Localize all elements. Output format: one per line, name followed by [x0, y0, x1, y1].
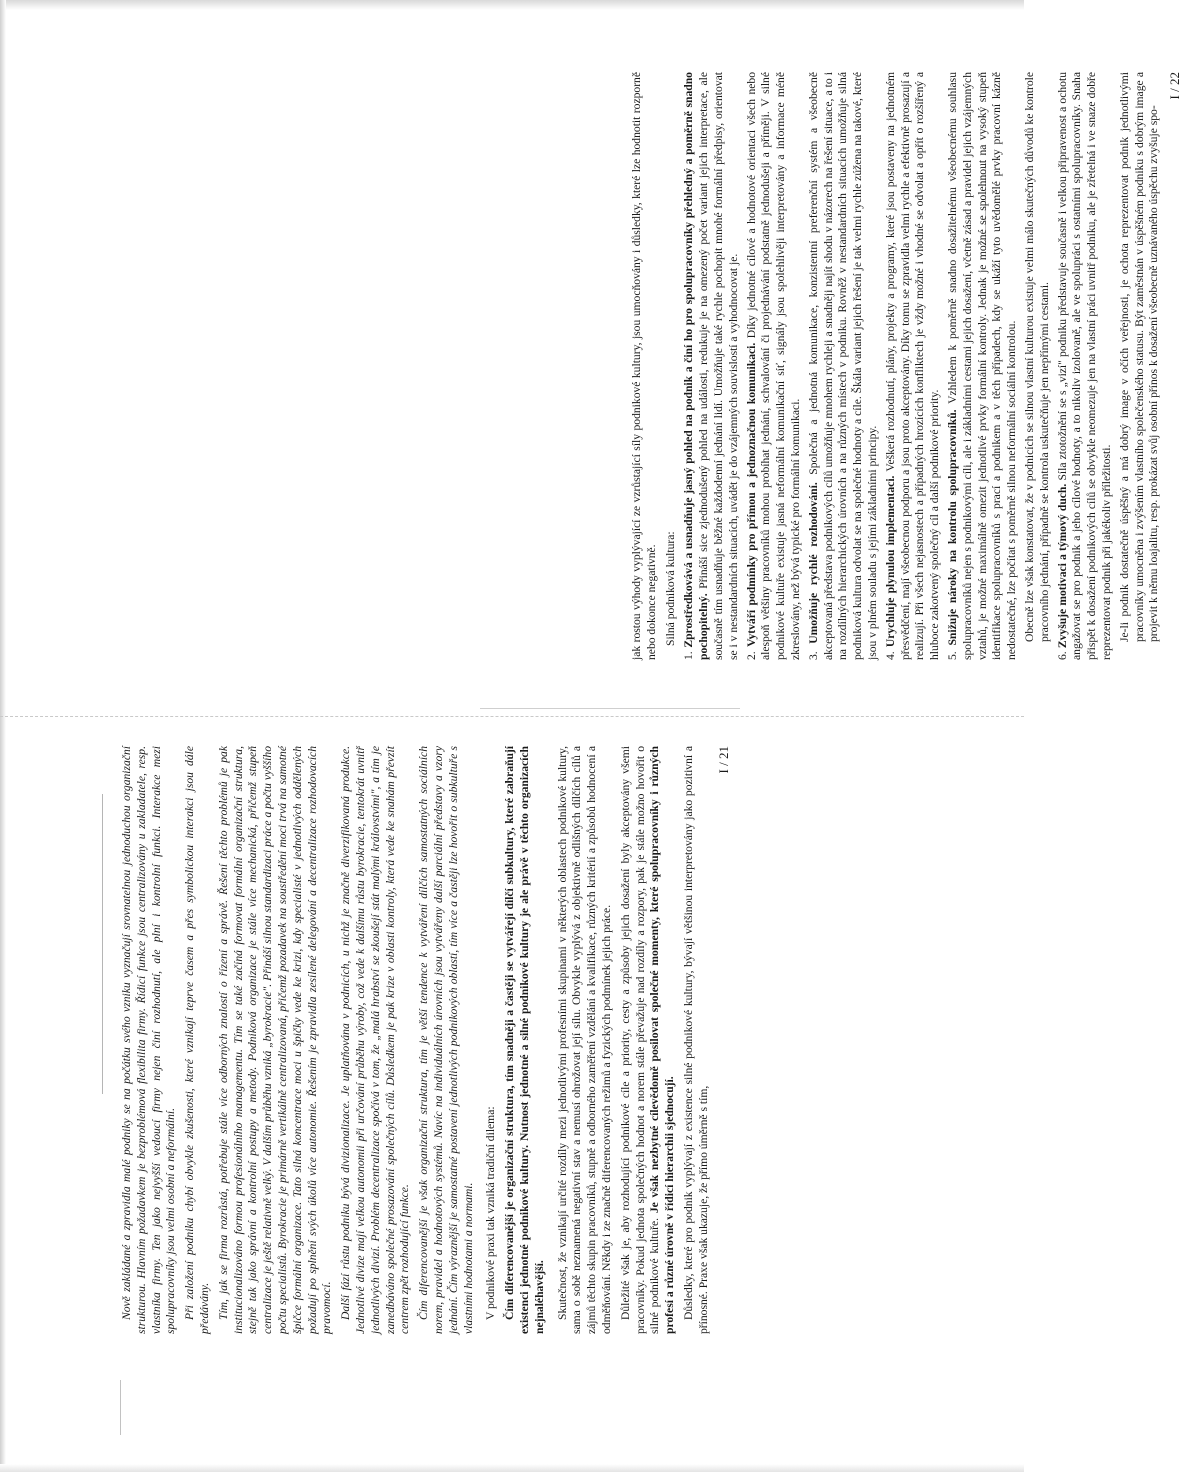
item-text: Síla ztotožnění se s „vizí" podniku představuje současně i velkou připravenost a ochotu angažovat se pro podnik a jeho cílové hodnoty, a to nikoliv izolovaně, ale ve spolupráci s ostatními spolupracovníky. Snaha přispět k dosažení podnikových cílů se obvykle neomezuje jen na vlastní práci uvnitř podniku, ale je zřetelná i ve snaze dobře reprezentovat podnik při jakékoliv příležitosti. [1055, 72, 1113, 660]
item-lead: Zprostředkovává a usnadňuje jasný pohled na podnik a činí ho pro spolupracovníky přehledný a poměrně snadno pochopitelný. [682, 72, 711, 660]
item-number: 6. [1055, 651, 1069, 660]
item-lead: Urychluje plynulou implementaci. [883, 475, 897, 648]
item-number: 2. [744, 651, 758, 660]
item-lead: Umožňuje rychlé rozhodování. [806, 482, 820, 644]
list-item [884, 72, 943, 660]
item-text: Vzhledem k poměrně snadno dosažitelnému všeobecnému souhlasu spolupracovníků nejen s podnikovými cíli, ale i základními cestami jejich dosažení, včetně zásad a pravidel jejich vzájemných vztahů, je možné maximálně omezit jednotlivé prvky formální kontroly. Jednak je možné se spolehnout na vysoký stupeň identifikace spolupracovníků s prací a podnikem a v těch případech, kdy se ukáží tyto uvědomělé prvky pracovní kázně nedostatečné, lze počítat s poměrně silnou neformální sociální kontrolou. [945, 72, 1019, 660]
body-bold-text: Je však nezbytné cílevědomě posilovat společné momenty, které spolupracovníky i různých profesí a různé úrovně v řídicí hierarchii sjednocují. [648, 746, 677, 1334]
item-number: 3. [806, 651, 820, 660]
dilemma-statement [503, 746, 547, 1334]
item-number: 1. [682, 651, 696, 660]
list-item [946, 72, 1020, 660]
item-text: Díky jednotné cílové a hodnotové orientaci všech nebo alespoň většiny pracovníků mohou probíhat jednání, schvalování či projednávání podstatně jednodušeji a příměji. V silné podnikové kultuře existuje jasná neformální komunikační síť, signály jsou spolehlivěji interpretovány a informace méně zkreslovány, než bývá typické pro formální komunikaci. [744, 72, 802, 660]
italic-paragraph: Další fází růstu podniku bývá divizionalizace. Je uplatňována v podnicích, u nichž je značně diverzifikovaná produkce. Jednotlivé divize mají velkou autonomii při určování průběhu výroby, což vede k dalšímu růstu byrokracie, tentokrát uvnitř jednotlivých divizí. Problém decentralizace spočívá v tom, že „malá hrabství se zkoušejí stát malými královstvími", a tím je zanedbáváno společné prosazování společných cílů. Důsledkem je pak krize v oblasti kontroly, která vede ke snahám převzít centrem zpět rozhodující funkce. [339, 746, 412, 1334]
list-item [1023, 72, 1053, 660]
list-item [745, 72, 804, 660]
item-text: Obecně lze však konstatovat, že v podnicích se silnou vlastní kulturou existuje velmi málo skutečných důvodů ke kontrole pracovního jednání, případně se kontrola uskutečňuje jen nepřímými cestami. [1022, 72, 1051, 642]
item-text: Veškerá rozhodnutí, plány, projekty a programy, které jsou postaveny na jednotném přesvědčení, mají všeobecnou podporu a jsou proto akceptovány. Díky tomu se zpravidla velmi rychle a efektivně prosazují a realizují. Při všech nejasnostech a případných hrozících konfliktech je vždy možné i vhodné se odvolat a opřít o rozšířený a hluboce zakotvený společný cíl a další podnikové priority. [883, 71, 942, 660]
italic-paragraph: Při založení podniku chybí obvykle zkušenosti, které vznikají teprve časem a přes symbolickou interakci jsou dále předávány. [183, 746, 211, 1334]
item-number: 5. [945, 651, 959, 660]
body-text: Důležité však je, aby rozhodující podnikové cíle a priority, cesty a způsoby jejich dosažení byly akceptovány všemi pracovníky. Pokud jednota společných hodnot a norem stále převažuje nad rozdíly a rozpory, pak je stále možno hovořit o silné podnikové kultuře. [618, 746, 662, 1334]
margin-pen-stroke [120, 1380, 121, 1435]
page-number: I / 21 [716, 746, 732, 774]
page-number: I / 22 [1167, 72, 1183, 100]
page-i-22 [630, 66, 1183, 666]
scan-edge-bottom [0, 1464, 1024, 1472]
italic-paragraph: Čím diferencovanější je však organizační struktura, tím je větší tendence k vytváření dílčích samostatných sociálních norem, pravidel a hodnotových systémů. Navíc na individuálních úrovních jsou vytvářeny další parciální představy a vzory jednání. Čím výraznější je samostatné postavení jednotlivých podnikových oblastí, tím více a častěji lze hovořit o subkultuře s vlastními hodnotami a normami. [417, 746, 475, 1334]
body-paragraph: Skutečnost, že vznikají určité rozdíly mezi jednotlivými profesními skupinami v některých oblastech podnikové kultury, sama o sobě neznamená negativní stav a nemusí ohrožovat její sílu. Obvykle vyplývá z objektivně odlišných dílčích cílů a zájmů těchto skupin pracovníků, stupně a odborného zaměření vzdělání a kvalifikace, různých kritérií a způsobů hodnocení a odměňování. Někdy i ze značně diferencovaných režimů a fyzických podmínek jejich práce. [555, 746, 613, 1334]
item-lead: Snižuje nároky na kontrolu spolupracovníků. [945, 409, 959, 646]
intro-paragraph: jak rostou výhody vyplývající ze vzrůstající síly podnikové kultury, jsou umocňovány i důsledky, které lze hodnotit rozporně nebo dokonce negativně. [630, 72, 658, 660]
list-item [807, 72, 881, 660]
dilemma-bold-text: Čím diferencovanější je organizační struktura, tím snadněji a častěji se vytvářejí dílčí subkultury, které zabraňují existenci jednotné podnikové kultury. Nutnost jednotné a silné podnikové kultury je ale právě v těchto organizacích nejnaléhavější. [503, 746, 546, 1334]
list-item [682, 72, 741, 660]
scan-edge-left [0, 0, 6, 1472]
item-text: Společná a jednotná komunikace, konzistentní preferenční systém a všeobecně akceptovaná představa podnikových cílů umožňuje mnohem rychleji a snadněji najít shodu v názorech na řešení situace, a to i na rozdílných hierarchických úrovních a na různých místech v podniku. Rovněž v nestandardních situacích umožňuje silná podniková kultura odvolat se na společné hodnoty a cíle. Škála variant jejich řešení je tak velmi rychle zúžena na takové, které jsou v plném souladu s jejími základními principy. [806, 71, 879, 660]
item-text: Je-li podnik dostatečně úspěšný a má dobrý image v očích veřejnosti, je ochota reprezentovat podnik jednotlivými pracovníky umocněna i zvýšením vlastního společenského statusu. Být zaměstnán v úspěšném podniku s dobrým image a projevit k němu loajalitu, resp. prokázat svůj osobní přínos k dosažení všeobecně uznávaného úspěchu zvyšuje spo- [1117, 72, 1161, 642]
dilemma-intro: V podnikové praxi tak vzniká tradiční dilema: [484, 1106, 498, 1320]
strong-culture-list [682, 72, 1162, 660]
page-i-22-text [630, 72, 1183, 660]
page-fold-line [0, 716, 1024, 717]
margin-rule [102, 794, 103, 1094]
list-item [1056, 72, 1115, 660]
item-text: Přináší sice zjednodušený pohled na události, redukuje je na omezený počet variant jejich interpretace, ale současně tím usnadňuje běžné každodenní jednání lidí. Umožňuje také rychle pochopit mnohé formální předpisy, orientovat se i v nestandardních situacích, uvádět je do vzájemných souvislostí a vyhodnocovat je. [697, 72, 740, 660]
scan-edge-top [0, 0, 1024, 10]
list-item [1118, 72, 1162, 660]
page-i-21 [120, 740, 732, 1340]
item-lead: Zvyšuje motivaci a týmový duch. [1055, 483, 1069, 649]
italic-paragraph: Nově zakládané a zpravidla malé podniky se na počátku svého vzniku vyznačují srovnatelnou jednoduchou organizační strukturou. Hlavním požadavkem je bezproblémová flexibilita firmy. Řídicí funkce jsou centralizovány u zakladatele, resp. vlastníka firmy. Ten jako nejvyšší vedoucí firmy nejen činí rozhodnutí, ale plní i kontrolní funkci. Interakce mezi spolupracovníky jsou velmi osobní a neformální. [120, 746, 178, 1334]
item-lead: Vytváří podmínky pro přímou a jednoznačnou komunikaci. [744, 342, 758, 647]
margin-pen-stroke [480, 708, 740, 709]
body-paragraph [619, 746, 678, 1334]
item-number: 4. [883, 651, 897, 660]
body-paragraph: Důsledky, které pro podnik vyplývají z existence silné podnikové kultury, bývají většinou interpretovány jako pozitivní a přínosné. Praxe však ukazuje, že přímo úměrně s tím, [681, 746, 710, 1334]
strong-culture-label: Silná podniková kultura: [663, 531, 677, 646]
page-i-21-text [120, 746, 732, 1334]
italic-paragraph: Tím, jak se firma rozrůstá, potřebuje stále více odborných znalostí o řízení a správě. Řešení těchto problémů je pak institucionalizováno formou profesionálního managementu. Tím se také začíná formovat formální organizační struktura, stejně tak jako správní a kontrolní postupy a metody. Podniková organizace je stále více mechanická, přičemž stupeň centralizace je ještě relativně velký. V dalším průběhu vzniká „byrokracie". Přináší silnou standardizaci práce a počtu vyššího počtu specialistů. Byrokracie je primárně vertikálně centralizovaná, přičemž pozadavek na soustředění moci trvá na samotné špičce formální organizace. Tato silná koncentrace moci u špičky vede ke krizi, kdy specialisté v jednotlivých oddělených požadují po splnění svých úkolů více autonomie. Řešením je zpravidla zesílené delegování a decentralizace rozhodovacích pravomocí. [216, 746, 334, 1334]
